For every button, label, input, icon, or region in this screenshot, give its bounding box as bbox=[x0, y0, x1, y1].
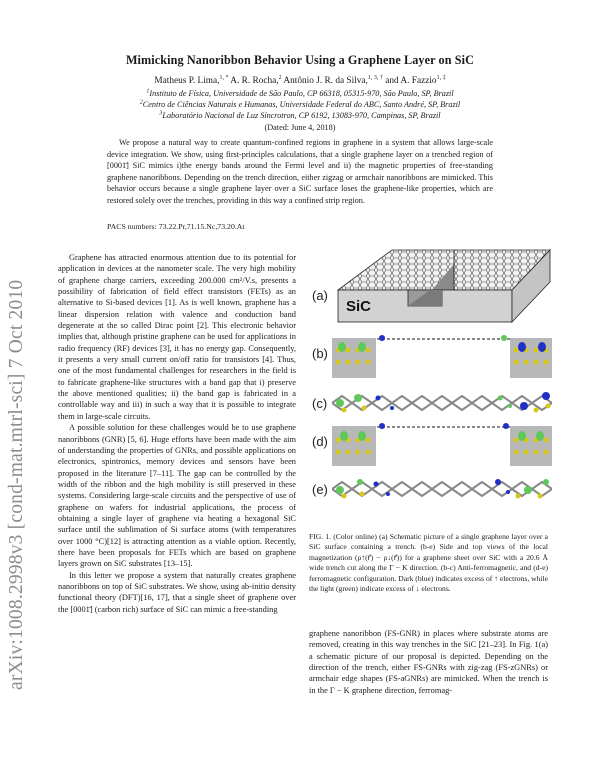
affiliation-text: Laboratório Nacional de Luz Síncrotron, CP 6192, 13083-970, Campinas, SP, Brazil bbox=[162, 111, 441, 120]
author-list bbox=[0, 76, 600, 86]
body-left-column bbox=[58, 252, 296, 615]
affiliation-number: 1 bbox=[146, 88, 150, 95]
affiliation-number: 3 bbox=[159, 110, 163, 117]
panel-label-d: (d) bbox=[312, 434, 328, 449]
figure-1 bbox=[312, 246, 552, 526]
panel-label-e: (e) bbox=[312, 482, 328, 497]
substrate-label: SiC bbox=[346, 298, 372, 315]
abstract: We propose a natural way to create quantum-confined regions in graphene in a system that allows large-scale device integration. We show, using first-principles calculations, that a single graphene layer on a trenched region of [0001̄] SiC mimics i)the energy bands around the Fermi level and ii) the magnetic properties of free-standing graphene nanoribbons. Depending on the trench direction, either zigzag or armchair nanoribbons are mimicked. This behavior occurs because a single graphene layer over a SiC surface loses the graphene-like properties, which are restored solely over the trenches, providing in this way a confined strip region. bbox=[107, 138, 493, 205]
paragraph: graphene nanoribbon (FS-GNR) in places where substrate atoms are removed, creating in this way trenches in the SiC [21–23]. In Fig. 1(a) a schematic picture of our proposal is depicted. Depending on the direction of the trench, either FS-GNRs with zig-zag (FS-zGNRs) or armchair edge shapes (FS-aGNRs) are mimicked. When the trench is in the Γ − K graphene direction, ferromag- bbox=[309, 629, 548, 695]
affiliation bbox=[0, 89, 600, 98]
author: A. R. Rocha, bbox=[230, 76, 279, 86]
fm-side-view bbox=[332, 418, 552, 468]
arxiv-identifier: arXiv:1008.2998v3 [cond-mat.mtrl-sci] 7 Oct 2010 bbox=[6, 279, 27, 690]
afm-top-view bbox=[332, 390, 552, 416]
pacs-numbers: PACS numbers: 73.22.Pr,71.15.Nc,73.20.At bbox=[107, 222, 245, 231]
author: and A. Fazzio bbox=[385, 76, 437, 86]
fm-top-view bbox=[332, 476, 552, 502]
author-affil-mark: 2 bbox=[278, 74, 282, 81]
paragraph: Graphene has attracted enormous attention due to its potential for application in devices at the nanometer scale. The very high mobility of graphene charge carriers, exceeding 200.000 cm²/V.s, presents a possibility of fabrication of field effect transistors (FETs) as an alternative to Si-based devices [1]. As is well known, graphene has a linear dispersion relation with valence and conduction band degenerate at the so called Dirac point [2]. This electronic behavior implies that, although pristine graphene can be used for applications in radio frequency (RF) devices [3], it has no energy gap. Consequently, it presents a very small current on/off ratio for transistors [4]. Thus, one of the most fundamental challenges for researchers in the field is to fabricate graphene-like structures with a band gap that i) preserve the above mentioned qualities; ii) the band gap is fabricated in a controllable way and iii) in such a way that it is possible to integrate them in large-scale circuits. bbox=[58, 253, 296, 421]
author: Matheus P. Lima, bbox=[154, 76, 220, 86]
author-affil-mark: 1, 3, † bbox=[367, 74, 383, 81]
afm-side-view bbox=[332, 330, 552, 380]
paper-title: Mimicking Nanoribbon Behavior Using a Graphene Layer on SiC bbox=[125, 53, 475, 67]
paragraph: In this letter we propose a system that naturally creates graphene nanoribbons on top of SiC substrates. We show, using ab-initio density functional theory (DFT)[16, 17], that a single sheet of graphene over the [0001̄] (carbon rich) surface of SiC can mimic a free-standing bbox=[58, 570, 296, 614]
affiliation-number: 2 bbox=[139, 99, 143, 106]
panel-label-b: (b) bbox=[312, 346, 328, 361]
author: Antônio J. R. da Silva, bbox=[283, 76, 368, 86]
affiliation-text: Centro de Ciências Naturais e Humanas, Universidade Federal do ABC, Santo André, SP, Brazil bbox=[142, 100, 461, 109]
affiliation-text: Instituto de Física, Universidade de São Paulo, CP 66318, 05315-970, São Paulo, SP, Brazil bbox=[149, 89, 454, 98]
body-right-column bbox=[309, 628, 548, 696]
author-affil-mark: 1, ‡ bbox=[436, 74, 446, 81]
figure-caption: FIG. 1. (Color online) (a) Schematic picture of a single graphene layer over a SiC surface containing a trench. (b-e) Side and top views of the local magnetization (ρ↑(r⃗) − ρ↓(r⃗)) for a graphene sheet over SiC with a 20.6 Å wide trench cut along the Γ − K direction. (b-c) Anti-ferromagnetic, and (d-e) ferromagnetic configuration. Dark (blue) indicates excess of ↑ electrons, while the light (green) indicate excess of ↓ electrons. bbox=[309, 532, 548, 594]
panel-label-c: (c) bbox=[312, 396, 328, 411]
panel-label-a: (a) bbox=[312, 288, 328, 303]
paragraph: A possible solution for these challenges would be to use graphene nanoribbons (GNR) [5, 6]. Huge efforts have been made with the aim of understanding the properties of GNRs, and possible applications on electronics, spintronics, memory devices and sensors have been proposed in the literature [7–11]. The gap can be controlled by the width of the ribbon and the high mobility is still preserved in these systems. Considering large-scale circuits and the perspective of use of graphene on wafers for industrial applications, the process of obtaining a single layer of graphene via heating a hexagonal SiC surface until the sublimation of Si surface atoms (with temperatures over 1000 °C)[12] is attracting attention as a viable option. Recently, there have been proposals for FETs which are based on graphene layers grown on SiC substrates [13–15]. bbox=[58, 423, 296, 569]
date-line: (Dated: June 4, 2018) bbox=[264, 123, 336, 132]
author-affil-mark: 1, * bbox=[219, 74, 229, 81]
affiliation bbox=[0, 100, 600, 109]
affiliation bbox=[0, 111, 600, 120]
